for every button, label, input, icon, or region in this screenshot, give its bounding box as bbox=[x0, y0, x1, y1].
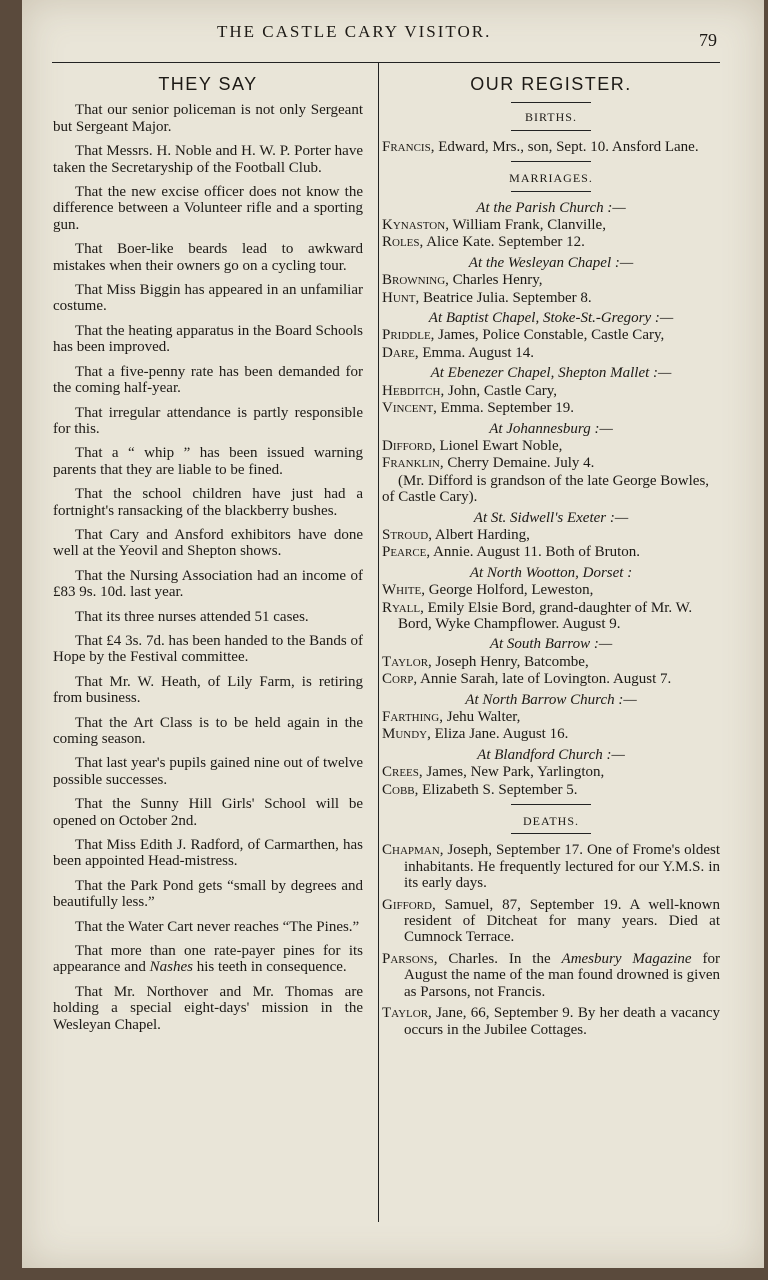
entry-surname: White bbox=[382, 582, 422, 599]
they-say-item: That the new excise officer does not know the difference between a Volunteer rifle and a sporting gun. bbox=[53, 184, 363, 233]
register-entry bbox=[382, 234, 720, 250]
they-say-item: That £4 3s. 7d. has been handed to the Bands of Hope by the Festival committee. bbox=[53, 632, 363, 666]
entry-surname: Taylor bbox=[382, 1005, 429, 1022]
they-say-item: That the Art Class is to be held again in the coming season. bbox=[53, 714, 363, 747]
page-number: 79 bbox=[699, 30, 717, 50]
entry-surname: Crees bbox=[382, 764, 419, 781]
entry-details: , James, Police Constable, Castle Cary, bbox=[430, 327, 665, 344]
entry-surname: Pearce bbox=[382, 544, 427, 561]
register-entry bbox=[382, 951, 720, 1000]
register-entry bbox=[382, 455, 720, 471]
entry-surname: Mundy bbox=[382, 726, 428, 743]
they-say-item: That our senior policeman is not only Sergeant but Sergeant Major. bbox=[53, 102, 363, 135]
entry-details: , Edward, Mrs., son, Sept. 10. Ansford Lane. bbox=[430, 138, 699, 155]
entry-surname: Hunt bbox=[382, 289, 416, 306]
entry-surname: Browning bbox=[382, 272, 446, 289]
entry-details: , Lionel Ewart Noble, bbox=[431, 437, 563, 454]
register-entry bbox=[382, 1005, 720, 1038]
they-say-column bbox=[53, 70, 363, 1041]
marriages-rule bbox=[511, 191, 591, 192]
register-heading: OUR REGISTER. bbox=[470, 74, 632, 94]
entry-details: , John, Castle Cary, bbox=[440, 382, 558, 399]
they-say-item: That the Water Cart never reaches “The Pines.” bbox=[75, 918, 360, 935]
they-say-item: That the Sunny Hill Girls' School will be opened on October 2nd. bbox=[53, 796, 363, 829]
entry-details: , Emma. September 19. bbox=[433, 400, 574, 417]
register-column bbox=[382, 70, 720, 1043]
entry-surname: Francis bbox=[382, 138, 431, 155]
entry-details: , Annie. August 11. Both of Bruton. bbox=[426, 544, 641, 561]
register-entry bbox=[382, 600, 720, 633]
they-say-item: That Miss Biggin has appeared in an unfamiliar costume. bbox=[53, 282, 363, 315]
entry-surname: Parsons bbox=[382, 950, 434, 967]
register-entry bbox=[382, 709, 720, 725]
item-italic: Nashes bbox=[149, 959, 193, 976]
register-entry bbox=[382, 527, 720, 543]
entry-details: , Alice Kate. September 12. bbox=[419, 234, 585, 251]
register-entry bbox=[382, 272, 720, 288]
register-entry bbox=[382, 400, 720, 416]
entry-details: , Beatrice Julia. September 8. bbox=[415, 289, 592, 306]
register-entry bbox=[382, 842, 720, 891]
entry-details: , Cherry Demaine. July 4. bbox=[439, 455, 595, 472]
entry-details: , George Holford, Leweston, bbox=[421, 582, 594, 599]
they-say-item: That a “ whip ” has been issued warning parents that they are liable to be fined. bbox=[53, 445, 363, 478]
entry-details: , Emily Elsie Bord, grand-daughter of Mr. W. Bord, Wyke Champflower. August 9. bbox=[398, 599, 693, 632]
they-say-item bbox=[53, 943, 363, 976]
they-say-item: That its three nurses attended 51 cases. bbox=[75, 608, 309, 625]
entry-surname: Stroud bbox=[382, 526, 429, 543]
entry-details: , Joseph, September 17. One of Frome's oldest inhabitants. He frequently lectured for our Y.M.S. in its early days. bbox=[404, 842, 720, 892]
register-entry bbox=[382, 671, 720, 687]
entry-surname: Kynaston bbox=[382, 217, 446, 234]
register-entry bbox=[382, 782, 720, 798]
register-entry bbox=[382, 726, 720, 742]
entry-surname: Hebditch bbox=[382, 382, 441, 399]
entry-surname: Vincent bbox=[382, 400, 434, 417]
entry-italic: Amesbury Magazine bbox=[561, 950, 692, 967]
page bbox=[22, 0, 764, 1268]
they-say-item: That Cary and Ansford exhibitors have done well at the Yeovil and Shepton shows. bbox=[53, 526, 363, 560]
register-entry bbox=[382, 544, 720, 560]
deaths-label: DEATHS. bbox=[522, 814, 579, 829]
marriages-end-rule bbox=[511, 804, 591, 805]
they-say-heading: THEY SAY bbox=[158, 74, 258, 94]
entry-surname: Cobb bbox=[382, 781, 415, 798]
entry-surname: Corp bbox=[382, 671, 414, 688]
they-say-item: That Mr. W. Heath, of Lily Farm, is retiring from business. bbox=[53, 673, 363, 707]
marriage-note: (Mr. Difford is grandson of the late George Bowles, of Castle Cary). bbox=[382, 472, 710, 506]
register-entry bbox=[382, 290, 720, 306]
entry-surname: Ryall bbox=[382, 599, 421, 616]
marriage-venue: At North Barrow Church :— bbox=[465, 691, 637, 708]
entry-details: , Eliza Jane. August 16. bbox=[427, 726, 569, 743]
entry-details: , Joseph Henry, Batcombe, bbox=[428, 653, 589, 670]
entry-surname: Dare bbox=[382, 344, 415, 361]
entry-surname: Priddle bbox=[382, 327, 431, 344]
births-label: BIRTHS. bbox=[525, 110, 577, 125]
deaths-list bbox=[382, 842, 720, 1037]
entry-details: , William Frank, Clanville, bbox=[445, 217, 606, 234]
they-say-item: That the heating apparatus in the Board Schools has been improved. bbox=[53, 322, 363, 356]
column-divider bbox=[378, 62, 379, 1222]
heading-underline bbox=[511, 102, 591, 103]
marriage-venue: At St. Sidwell's Exeter :— bbox=[473, 509, 629, 526]
entry-details: , Charles. In the bbox=[433, 950, 562, 967]
they-say-item: That Messrs. H. Noble and H. W. P. Porter have taken the Secretaryship of the Football Club. bbox=[53, 143, 363, 176]
marriage-venue: At Baptist Chapel, Stoke-St.-Gregory :— bbox=[428, 310, 674, 327]
entry-details: , Emma. August 14. bbox=[414, 344, 535, 361]
item-text: his teeth in consequence. bbox=[192, 959, 347, 976]
they-say-item: That Miss Edith J. Radford, of Carmarthen, has been appointed Head-mistress. bbox=[53, 837, 363, 870]
entry-surname: Franklin bbox=[382, 455, 440, 472]
marriage-venue: At South Barrow :— bbox=[489, 636, 613, 653]
marriage-venue: At the Wesleyan Chapel :— bbox=[468, 254, 634, 271]
entry-details: , Jane, 66, September 9. By her death a vacancy occurs in the Jubilee Cottages. bbox=[404, 1005, 720, 1038]
they-say-item: That the Nursing Association had an income of £83 9s. 10d. last year. bbox=[53, 567, 363, 601]
entry-surname: Difford bbox=[382, 437, 432, 454]
marriage-venue: At Ebenezer Chapel, Shepton Mallet :— bbox=[430, 365, 672, 382]
births-list bbox=[382, 139, 720, 155]
births-end-rule bbox=[511, 161, 591, 162]
they-say-item: That last year's pupils gained nine out of twelve possible successes. bbox=[53, 755, 363, 788]
entry-details: , Annie Sarah, late of Lovington. August 7. bbox=[413, 671, 672, 688]
they-say-item: That the school children have just had a fortnight's ransacking of the blackberry bushes. bbox=[53, 486, 363, 519]
entry-surname: Roles bbox=[382, 234, 420, 251]
they-say-item: That the Park Pond gets “small by degrees and beautifully less.” bbox=[53, 877, 363, 911]
births-rule bbox=[511, 130, 591, 131]
register-entry bbox=[382, 764, 720, 780]
entry-surname: Gifford bbox=[382, 896, 432, 913]
register-entry bbox=[382, 438, 720, 454]
entry-details: , Charles Henry, bbox=[445, 272, 543, 289]
header-rule bbox=[52, 62, 720, 63]
register-entry bbox=[382, 327, 720, 343]
register-entry bbox=[382, 139, 720, 155]
entry-details: , Elizabeth S. September 5. bbox=[414, 781, 578, 798]
deaths-rule bbox=[511, 833, 591, 834]
marriages-list bbox=[382, 200, 720, 798]
entry-surname: Chapman bbox=[382, 842, 440, 859]
marriage-venue: At Blandford Church :— bbox=[477, 746, 625, 763]
they-say-item: That Mr. Northover and Mr. Thomas are holding a special eight-days' mission in the Wesleyan Chapel. bbox=[53, 983, 363, 1033]
marriages-label: MARRIAGES. bbox=[509, 171, 593, 186]
they-say-list bbox=[53, 102, 363, 1033]
entry-surname: Taylor bbox=[382, 653, 429, 670]
entry-details: , James, New Park, Yarlington, bbox=[418, 764, 605, 781]
register-entry bbox=[382, 383, 720, 399]
item-text: That more than one rate-payer pines for its appearance and bbox=[53, 943, 363, 976]
register-entry bbox=[382, 582, 720, 598]
register-entry bbox=[382, 217, 720, 233]
they-say-item: That a five-penny rate has been demanded for the coming half-year. bbox=[53, 363, 363, 397]
they-say-item: That irregular attendance is partly responsible for this. bbox=[53, 404, 363, 437]
they-say-item: That Boer-like beards lead to awkward mistakes when their owners go on a cycling tour. bbox=[53, 241, 363, 274]
running-header bbox=[22, 0, 764, 64]
register-entry bbox=[382, 897, 720, 946]
register-entry bbox=[382, 345, 720, 361]
marriage-venue: At Johannesburg :— bbox=[489, 420, 613, 437]
marriage-venue: At the Parish Church :— bbox=[476, 199, 626, 216]
register-entry bbox=[382, 654, 720, 670]
entry-details: , Albert Harding, bbox=[428, 526, 530, 543]
entry-details: , Samuel, 87, September 19. A well-known resident of Ditcheat for many years. Died at Cumnock Terrace. bbox=[404, 896, 720, 946]
marriage-venue: At North Wootton, Dorset : bbox=[469, 564, 633, 581]
entry-surname: Farthing bbox=[382, 709, 440, 725]
running-title: THE CASTLE CARY VISITOR. bbox=[217, 22, 492, 41]
entry-details: , Jehu Walter, bbox=[439, 709, 521, 725]
entry-details: for August the name of the man found drowned is given as Parsons, not Francis. bbox=[404, 950, 720, 1000]
